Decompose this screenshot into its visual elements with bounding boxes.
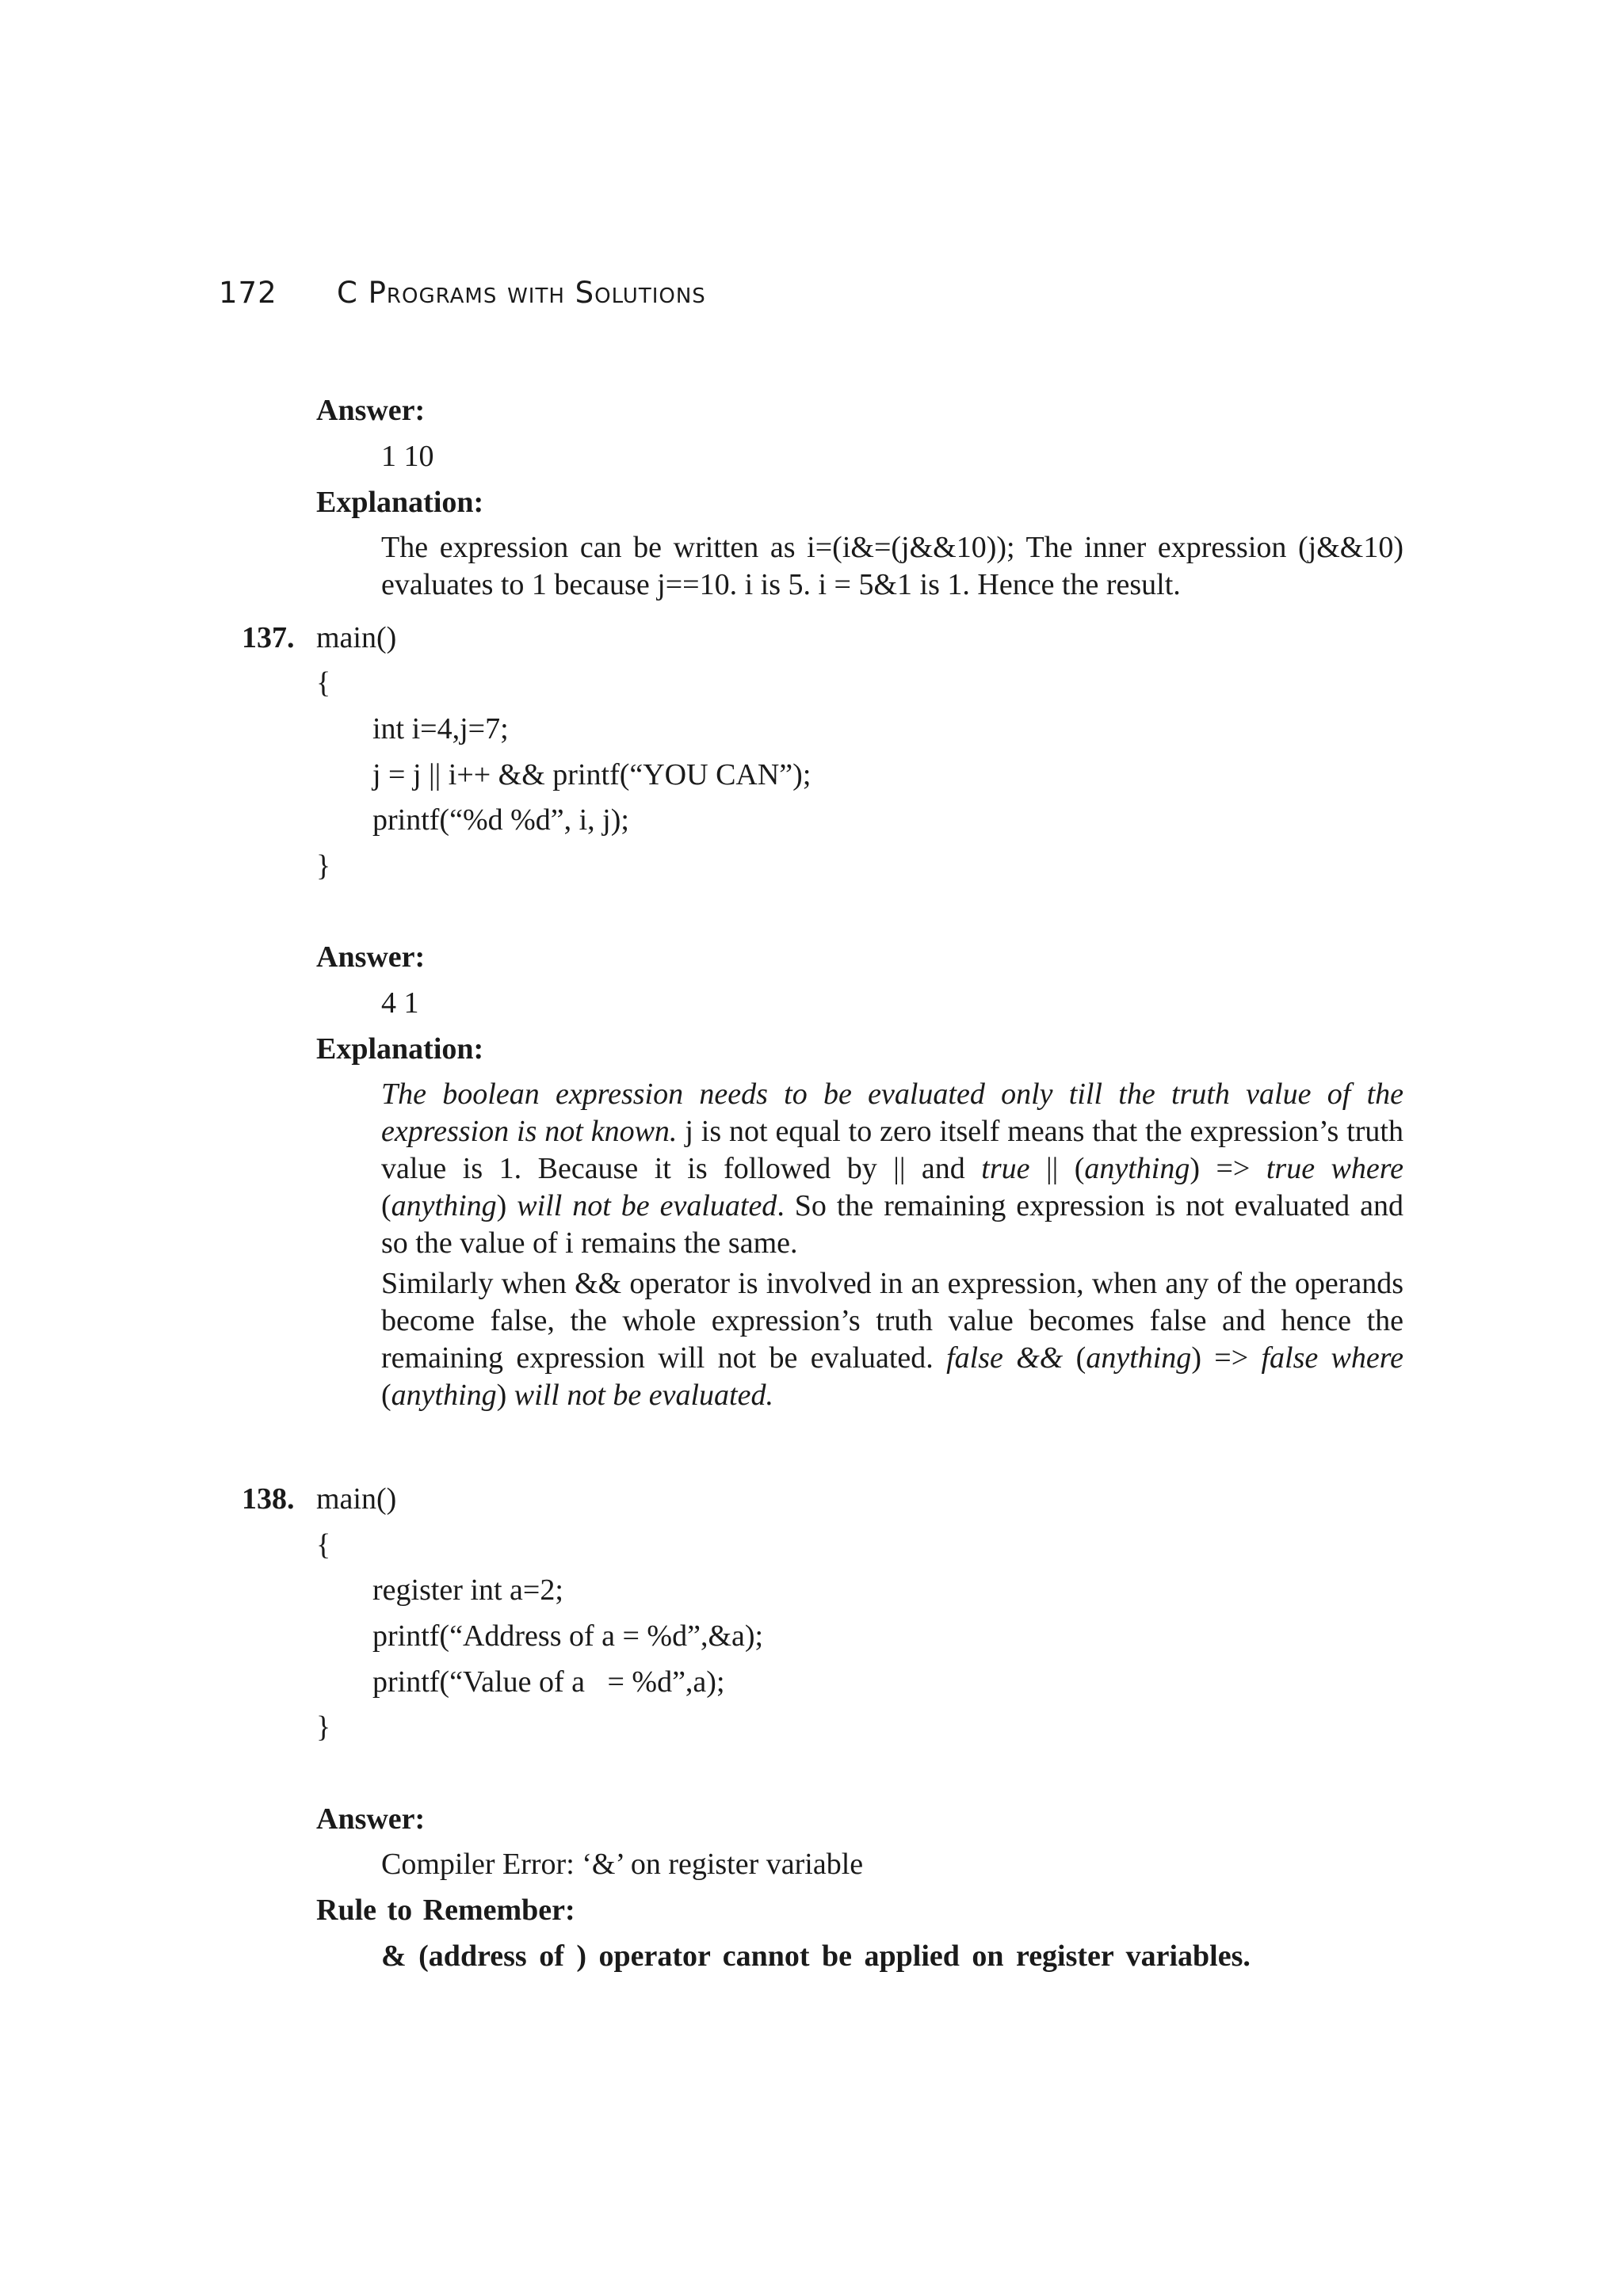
page-number: 172 bbox=[219, 276, 277, 310]
code-line-138-2: { bbox=[316, 1528, 331, 1562]
italic-span: false where bbox=[1261, 1341, 1404, 1375]
code-line-137-2: { bbox=[316, 666, 331, 700]
text-span: ) => bbox=[1191, 1341, 1262, 1375]
text-span: ) bbox=[496, 1379, 514, 1412]
code-line-137-6: } bbox=[316, 849, 331, 883]
italic-span: anything bbox=[1084, 1152, 1190, 1185]
italic-span: will not be evaluated bbox=[517, 1189, 777, 1222]
italic-span: anything bbox=[1086, 1341, 1192, 1375]
text-span: ) bbox=[496, 1189, 517, 1222]
question-number-138: 138. bbox=[242, 1482, 295, 1516]
explanation-label-136: Explanation: bbox=[316, 486, 484, 519]
explanation-label-137: Explanation: bbox=[316, 1032, 484, 1066]
text-span: ( bbox=[381, 1379, 391, 1412]
answer-value-137: 4 1 bbox=[381, 986, 419, 1020]
italic-span: false && bbox=[946, 1341, 1064, 1375]
question-number-137: 137. bbox=[242, 621, 295, 654]
code-line-137-5: printf(“%d %d”, i, j); bbox=[372, 803, 629, 837]
code-line-138-6: } bbox=[316, 1711, 331, 1744]
book-title: C Programs with Solutions bbox=[337, 276, 706, 310]
italic-span: anything bbox=[391, 1189, 497, 1222]
text-span: || ( bbox=[1029, 1152, 1085, 1185]
text-span: ( bbox=[1063, 1341, 1086, 1375]
text-span: ) => bbox=[1190, 1152, 1266, 1185]
answer-value-136: 1 10 bbox=[381, 440, 434, 473]
code-line-138-3: register int a=2; bbox=[372, 1573, 563, 1607]
italic-span: true bbox=[981, 1152, 1030, 1185]
explanation-paragraph-137-2 bbox=[381, 1265, 1403, 1414]
rule-text-138: & (address of ) operator cannot be applied on register variables. bbox=[381, 1939, 1251, 1973]
explanation-paragraph-137-1 bbox=[381, 1076, 1403, 1262]
answer-label-136: Answer: bbox=[316, 394, 426, 427]
answer-value-138: Compiler Error: ‘&’ on register variable bbox=[381, 1848, 864, 1881]
code-line-138-1: main() bbox=[316, 1482, 397, 1516]
explanation-text-136: The expression can be written as i=(i&=(j&&10)); The inner expression (j&&10) evaluates to 1 because j==10. i is 5. i = 5&1 is 1. Hence the result. bbox=[381, 531, 1403, 601]
code-line-137-4: j = j || i++ && printf(“YOU CAN”); bbox=[372, 758, 812, 791]
italic-span: The boolean expression needs to be evaluated only till the truth value of the expression is not known. bbox=[381, 1077, 1403, 1148]
text-span: j is not equal to zero itself means that the expression’s truth value is 1. Because it is followed by || and bbox=[381, 1115, 1403, 1185]
italic-span: true where bbox=[1266, 1152, 1404, 1185]
code-line-137-3: int i=4,j=7; bbox=[372, 712, 509, 746]
code-line-138-4: printf(“Address of a = %d”,&a); bbox=[372, 1619, 764, 1653]
code-line-137-1: main() bbox=[316, 621, 397, 654]
code-line-138-5: printf(“Value of a = %d”,a); bbox=[372, 1665, 725, 1699]
italic-span: anything bbox=[391, 1379, 497, 1412]
text-span: . So the remaining expression is not evaluated and so the value of i remains the same. bbox=[381, 1189, 1403, 1260]
text-span: ( bbox=[381, 1189, 391, 1222]
italic-span: will not be evaluated. bbox=[514, 1379, 773, 1412]
answer-label-137: Answer: bbox=[316, 940, 426, 974]
text-span: Similarly when && operator is involved in an expression, when any of the operands become false, the whole expression’s truth value becomes false and hence the remaining expression will not be evaluated. bbox=[381, 1267, 1403, 1375]
rule-label-138: Rule to Remember: bbox=[316, 1894, 575, 1927]
answer-label-138: Answer: bbox=[316, 1802, 426, 1836]
